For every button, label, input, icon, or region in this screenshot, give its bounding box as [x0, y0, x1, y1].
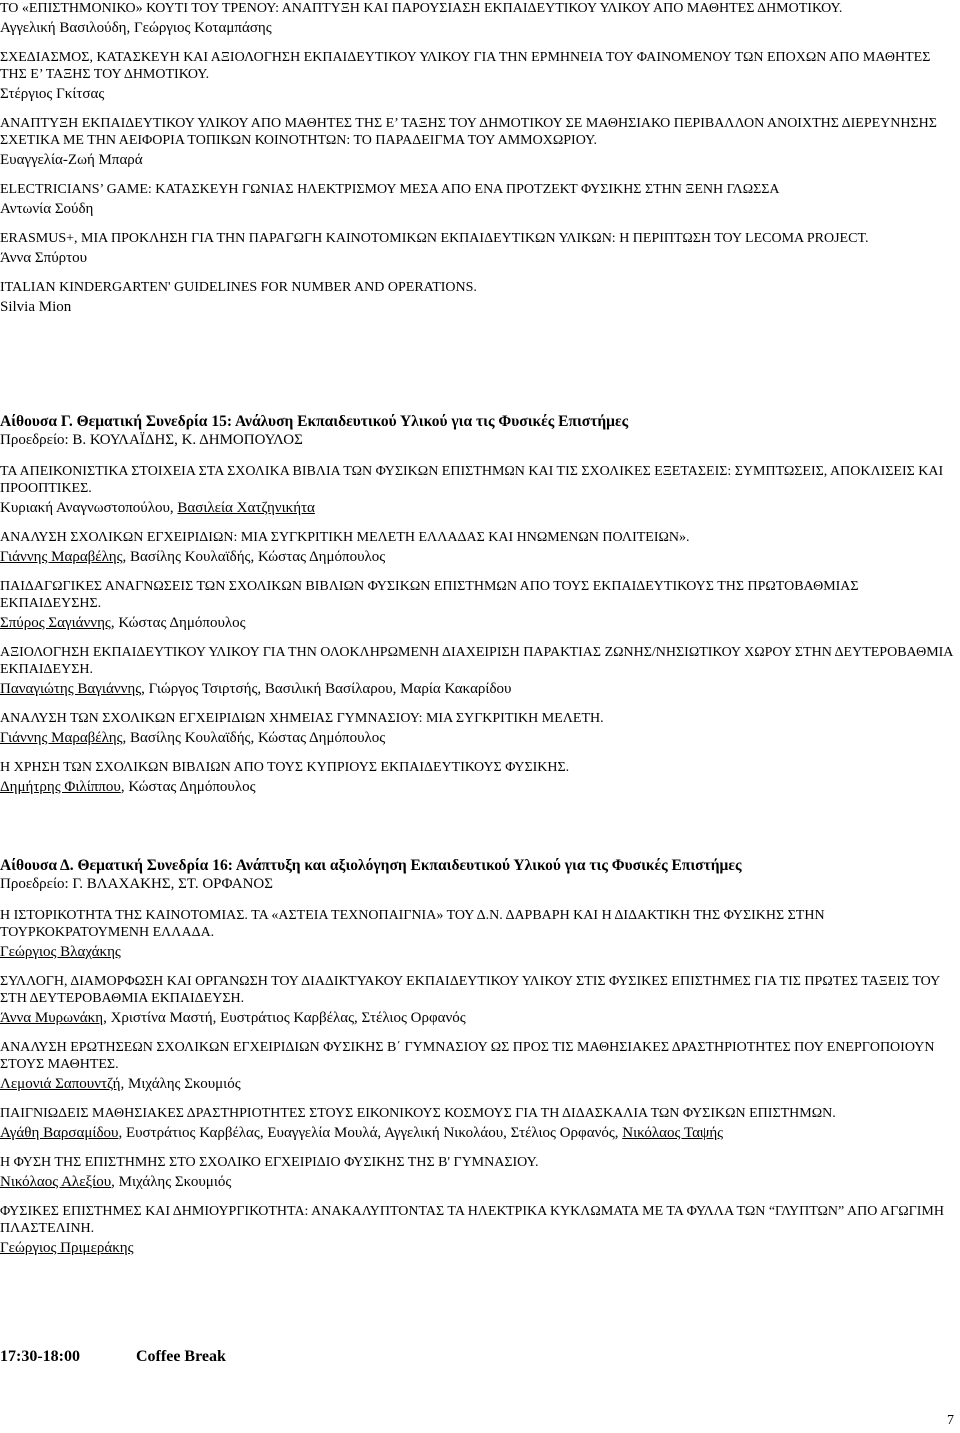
paper-entry — [0, 578, 955, 632]
paper-authors — [0, 778, 955, 796]
paper-authors — [0, 943, 955, 961]
paper-authors: Silvia Mion — [0, 299, 72, 315]
paper-title: ERASMUS+, ΜΙΑ ΠΡΟΚΛΗΣΗ ΓΙΑ ΤΗΝ ΠΑΡΑΓΩΓΗ ΚΑΙΝΟΤΟΜΙΚΩΝ ΕΚΠΑΙΔΕΥΤΙΚΩΝ ΥΛΙΚΩΝ: Η ΠΕΡΙΠΤΩΣΗ ΤΟΥ LECOMA PROJECT. — [0, 231, 869, 246]
paper-entry — [0, 529, 955, 566]
paper-title: ΦΥΣΙΚΕΣ ΕΠΙΣΤΗΜΕΣ ΚΑΙ ΔΗΜΙΟΥΡΓΙΚΟΤΗΤΑ: ΑΝΑΚΑΛΥΠΤΟΝΤΑΣ ΤΑ ΗΛΕΚΤΡΙΚΑ ΚΥΚΛΩΜΑΤΑ ΜΕ ΤΑ ΦΥΛΛΑ ΤΩΝ “ΓΛΥΠΤΩΝ” ΑΠΟ ΑΓΩΓΙΜΗ ΠΛΑΣΤΕΛΙΝΗ. — [0, 1204, 944, 1236]
presenting-author: Γιάννης Μαραβέλης — [0, 730, 123, 746]
break-time: 17:30-18:00 — [0, 1348, 80, 1365]
co-authors: , Χριστίνα Μαστή, Ευστράτιος Καρβέλας, Στέλιος Ορφανός — [103, 1010, 466, 1026]
presenting-author: Άννα Μυρωνάκη — [0, 1010, 104, 1026]
paper-authors: Αντωνία Σούδη — [0, 201, 94, 217]
session-chairs: Προεδρείο: Β. ΚΟΥΛΑΪΔΗΣ, Κ. ΔΗΜΟΠΟΥΛΟΣ — [0, 432, 303, 448]
paper-entry — [0, 1105, 955, 1142]
presenting-author: Γιάννης Μαραβέλης — [0, 549, 123, 565]
paper-authors — [0, 680, 955, 698]
paper-title: Η ΦΥΣΗ ΤΗΣ ΕΠΙΣΤΗΜΗΣ ΣΤΟ ΣΧΟΛΙΚΟ ΕΓΧΕΙΡΙΔΙΟ ΦΥΣΙΚΗΣ ΤΗΣ Β' ΓΥΜΝΑΣΙΟΥ. — [0, 1155, 539, 1170]
session-15 — [0, 412, 955, 808]
paper-title: ΑΝΑΠΤΥΞΗ ΕΚΠΑΙΔΕΥΤΙΚΟΥ ΥΛΙΚΟΥ ΑΠΟ ΜΑΘΗΤΕΣ ΤΗΣ Ε’ ΤΑΞΗΣ ΤΟΥ ΔΗΜΟΤΙΚΟΥ ΣΕ ΜΑΘΗΣΙΑΚΟ ΠΕΡΙΒΑΛΛΟΝ ΑΝΟΙΧΤΗΣ ΔΙΕΡΕΥΝΗΣΗΣ ΣΧΕΤΙΚΑ ΜΕ ΤΗΝ ΑΕΙΦΟΡΙΑ ΤΟΠΙΚΩΝ ΚΟΙΝΟΤΗΤΩΝ: ΤΟ ΠΑΡΑΔΕΙΓΜΑ ΤΟΥ ΑΜΜΟΧΩΡΙΟΥ. — [0, 116, 937, 148]
session-papers — [0, 463, 955, 796]
paper-entry — [0, 463, 955, 517]
paper-entry — [0, 710, 955, 747]
paper-entry — [0, 1203, 955, 1257]
paper-entry — [0, 115, 955, 169]
presenting-author: Σπύρος Σαγιάννης — [0, 615, 111, 631]
paper-title: ΣΥΛΛΟΓΗ, ΔΙΑΜΟΡΦΩΣΗ ΚΑΙ ΟΡΓΑΝΩΣΗ ΤΟΥ ΔΙΑΔΙΚΤΥΑΚΟΥ ΕΚΠΑΙΔΕΥΤΙΚΟΥ ΥΛΙΚΟΥ ΣΤΙΣ ΦΥΣΙΚΕΣ ΕΠΙΣΤΗΜΕΣ ΓΙΑ ΤΙΣ ΠΡΩΤΕΣ ΤΑΞΕΙΣ ΤΟΥ ΣΤΗ ΔΕΥΤΕΡΟΒΑΘΜΙΑ ΕΚΠΑΙΔΕΥΣΗ. — [0, 974, 940, 1006]
paper-entry — [0, 1154, 955, 1191]
presenting-author: Λεμονιά Σαπουντζή — [0, 1076, 121, 1092]
co-authors: , Μιχάλης Σκουμιός — [120, 1076, 241, 1092]
paper-entry — [0, 279, 955, 316]
presenting-author: Βασιλεία Χατζηνικήτα — [177, 500, 315, 516]
session-heading: Αίθουσα Δ. Θεματική Συνεδρία 16: Ανάπτυξη και αξιολόγηση Εκπαιδευτικού Υλικού για τις Φυσικές Επιστήμες — [0, 857, 742, 874]
paper-entry — [0, 0, 955, 37]
co-authors: , Κώστας Δημόπουλος — [120, 779, 256, 795]
co-authors: , Ευστράτιος Καρβέλας, Ευαγγελία Μουλά, Αγγελική Νικολάου, Στέλιος Ορφανός, — [118, 1125, 623, 1141]
session-papers — [0, 907, 955, 1257]
paper-title: Η ΙΣΤΟΡΙΚΟΤΗΤΑ ΤΗΣ ΚΑΙΝΟΤΟΜΙΑΣ. ΤΑ «ΑΣΤΕΙΑ ΤΕΧΝΟΠΑΙΓΝΙΑ» ΤΟΥ Δ.Ν. ΔΑΡΒΑΡΗ ΚΑΙ Η ΔΙΔΑΚΤΙΚΗ ΤΗΣ ΦΥΣΙΚΗΣ ΣΤΗΝ ΤΟΥΡΚΟΚΡΑΤΟΥΜΕΝΗ ΕΛΛΑΔΑ. — [0, 908, 825, 940]
co-authors: , Βασίλης Κουλαϊδής, Κώστας Δημόπουλος — [122, 730, 386, 746]
paper-authors — [0, 1239, 955, 1257]
presenting-author: Γεώργιος Βλαχάκης — [0, 944, 121, 960]
paper-entry — [0, 644, 955, 698]
previous-session-papers — [0, 0, 955, 328]
presenting-author: Παναγιώτης Βαγιάννης — [0, 681, 142, 697]
paper-title: ΑΝΑΛΥΣΗ ΤΩΝ ΣΧΟΛΙΚΩΝ ΕΓΧΕΙΡΙΔΙΩΝ ΧΗΜΕΙΑΣ ΓΥΜΝΑΣΙΟΥ: ΜΙΑ ΣΥΓΚΡΙΤΙΚΗ ΜΕΛΕΤΗ. — [0, 711, 604, 726]
paper-authors — [0, 1173, 955, 1191]
paper-authors — [0, 1124, 955, 1142]
paper-title: ΣΧΕΔΙΑΣΜΟΣ, ΚΑΤΑΣΚΕΥΗ ΚΑΙ ΑΞΙΟΛΟΓΗΣΗ ΕΚΠΑΙΔΕΥΤΙΚΟΥ ΥΛΙΚΟΥ ΓΙΑ ΤΗΝ ΕΡΜΗΝΕΙΑ ΤΟΥ ΦΑΙΝΟΜΕΝΟΥ ΤΩΝ ΕΠΟΧΩΝ ΑΠΟ ΜΑΘΗΤΕΣ ΤΗΣ Ε’ ΤΑΞΗΣ ΤΟΥ ΔΗΜΟΤΙΚΟΥ. — [0, 50, 931, 82]
presenting-author: Νικόλαος Αλεξίου — [0, 1174, 112, 1190]
paper-entry — [0, 907, 955, 961]
paper-entry — [0, 49, 955, 103]
paper-title: ΤΟ «ΕΠΙΣΤΗΜΟΝΙΚΟ» ΚΟΥΤΙ ΤΟΥ ΤΡΕΝΟΥ: ΑΝΑΠΤΥΞΗ ΚΑΙ ΠΑΡΟΥΣΙΑΣΗ ΕΚΠΑΙΔΕΥΤΙΚΟΥ ΥΛΙΚΟΥ ΑΠΟ ΜΑΘΗΤΕΣ ΔΗΜΟΤΙΚΟΥ. — [0, 1, 843, 16]
co-authors: , Γιώργος Τσιρτσής, Βασιλική Βασίλαρου, Μαρία Κακαρίδου — [141, 681, 512, 697]
paper-title: ΑΝΑΛΥΣΗ ΕΡΩΤΗΣΕΩΝ ΣΧΟΛΙΚΩΝ ΕΓΧΕΙΡΙΔΙΩΝ ΦΥΣΙΚΗΣ Β΄ ΓΥΜΝΑΣΙΟΥ ΩΣ ΠΡΟΣ ΤΙΣ ΜΑΘΗΣΙΑΚΕΣ ΔΡΑΣΤΗΡΙΟΤΗΤΕΣ ΠΟΥ ΕΝΕΡΓΟΠΟΙΟΥΝ ΣΤΟΥΣ ΜΑΘΗΤΕΣ. — [0, 1040, 935, 1072]
paper-authors — [0, 548, 955, 566]
paper-title: Η ΧΡΗΣΗ ΤΩΝ ΣΧΟΛΙΚΩΝ ΒΙΒΛΙΩΝ ΑΠΟ ΤΟΥΣ ΚΥΠΡΙΟΥΣ ΕΚΠΑΙΔΕΥΤΙΚΟΥΣ ΦΥΣΙΚΗΣ. — [0, 760, 570, 775]
paper-authors: Άννα Σπύρτου — [0, 250, 88, 266]
session-16 — [0, 856, 955, 1269]
paper-authors — [0, 729, 955, 747]
co-authors: , Κώστας Δημόπουλος — [110, 615, 246, 631]
paper-authors — [0, 614, 955, 632]
paper-entry — [0, 181, 955, 218]
paper-entry — [0, 973, 955, 1027]
break-label: Coffee Break — [136, 1348, 226, 1365]
co-authors: , Μιχάλης Σκουμιός — [111, 1174, 232, 1190]
paper-authors — [0, 1009, 955, 1027]
paper-authors: Αγγελική Βασιλούδη, Γεώργιος Κοταμπάσης — [0, 20, 272, 36]
paper-authors: Στέργιος Γκίτσας — [0, 86, 105, 102]
paper-title: ELECTRICIANS’ GAME: ΚΑΤΑΣΚΕΥΗ ΓΩΝΙΑΣ ΗΛΕΚΤΡΙΣΜΟΥ ΜΕΣΑ ΑΠΟ ΕΝΑ ΠΡΟΤΖΕΚΤ ΦΥΣΙΚΗΣ ΣΤΗΝ ΞΕΝΗ ΓΛΩΣΣΑ — [0, 182, 780, 197]
co-authors: , Βασίλης Κουλαϊδής, Κώστας Δημόπουλος — [122, 549, 386, 565]
coffee-break — [0, 1348, 226, 1366]
presenting-author: Νικόλαος Ταψής — [622, 1125, 724, 1141]
paper-title: ΑΞΙΟΛΟΓΗΣΗ ΕΚΠΑΙΔΕΥΤΙΚΟΥ ΥΛΙΚΟΥ ΓΙΑ ΤΗΝ ΟΛΟΚΛΗΡΩΜΕΝΗ ΔΙΑΧΕΙΡΙΣΗ ΠΑΡΑΚΤΙΑΣ ΖΩΝΗΣ/ΝΗΣΙΩΤΙΚΟΥ ΧΩΡΟΥ ΣΤΗΝ ΔΕΥΤΕΡΟΒΑΘΜΙΑ ΕΚΠΑΙΔΕΥΣΗ. — [0, 645, 953, 677]
paper-title: ΑΝΑΛΥΣΗ ΣΧΟΛΙΚΩΝ ΕΓΧΕΙΡΙΔΙΩΝ: ΜΙΑ ΣΥΓΚΡΙΤΙΚΗ ΜΕΛΕΤΗ ΕΛΛΑΔΑΣ ΚΑΙ ΗΝΩΜΕΝΩΝ ΠΟΛΙΤΕΙΩΝ». — [0, 530, 690, 545]
paper-title: ΠΑΙΓΝΙΩΔΕΙΣ ΜΑΘΗΣΙΑΚΕΣ ΔΡΑΣΤΗΡΙΟΤΗΤΕΣ ΣΤΟΥΣ ΕΙΚΟΝΙΚΟΥΣ ΚΟΣΜΟΥΣ ΓΙΑ ΤΗ ΔΙΔΑΣΚΑΛΙΑ ΤΩΝ ΦΥΣΙΚΩΝ ΕΠΙΣΤΗΜΩΝ. — [0, 1106, 836, 1121]
page-number: 7 — [947, 1413, 954, 1428]
paper-entry — [0, 759, 955, 796]
paper-authors — [0, 499, 955, 517]
paper-title: ΤΑ ΑΠΕΙΚΟΝΙΣΤΙΚΑ ΣΤΟΙΧΕΙΑ ΣΤΑ ΣΧΟΛΙΚΑ ΒΙΒΛΙΑ ΤΩΝ ΦΥΣΙΚΩΝ ΕΠΙΣΤΗΜΩΝ ΚΑΙ ΤΙΣ ΣΧΟΛΙΚΕΣ ΕΞΕΤΑΣΕΙΣ: ΣΥΜΠΤΩΣΕΙΣ, ΑΠΟΚΛΙΣΕΙΣ ΚΑΙ ΠΡΟΟΠΤΙΚΕΣ. — [0, 464, 944, 496]
presenting-author: Αγάθη Βαρσαμίδου — [0, 1125, 119, 1141]
paper-entry — [0, 1039, 955, 1093]
presenting-author: Δημήτρης Φιλίππου — [0, 779, 121, 795]
session-heading: Αίθουσα Γ. Θεματική Συνεδρία 15: Ανάλυση Εκπαιδευτικού Υλικού για τις Φυσικές Επιστήμες — [0, 413, 629, 430]
paper-title: ΠΑΙΔΑΓΩΓΙΚΕΣ ΑΝΑΓΝΩΣΕΙΣ ΤΩΝ ΣΧΟΛΙΚΩΝ ΒΙΒΛΙΩΝ ΦΥΣΙΚΩΝ ΕΠΙΣΤΗΜΩΝ ΑΠΟ ΤΟΥΣ ΕΚΠΑΙΔΕΥΤΙΚΟΥΣ ΤΗΣ ΠΡΩΤΟΒΑΘΜΙΑΣ ΕΚΠΑΙΔΕΥΣΗΣ. — [0, 579, 859, 611]
paper-entry — [0, 230, 955, 267]
session-chairs: Προεδρείο: Γ. ΒΛΑΧΑΚΗΣ, ΣΤ. ΟΡΦΑΝΟΣ — [0, 876, 273, 892]
paper-authors: Ευαγγελία-Ζωή Μπαρά — [0, 152, 143, 168]
paper-title: ITALIAN KINDERGARTEN' GUIDELINES FOR NUMBER AND OPERATIONS. — [0, 280, 477, 295]
co-authors: Κυριακή Αναγνωστοπούλου, — [0, 500, 178, 516]
presenting-author: Γεώργιος Πριμεράκης — [0, 1240, 134, 1256]
paper-authors — [0, 1075, 955, 1093]
